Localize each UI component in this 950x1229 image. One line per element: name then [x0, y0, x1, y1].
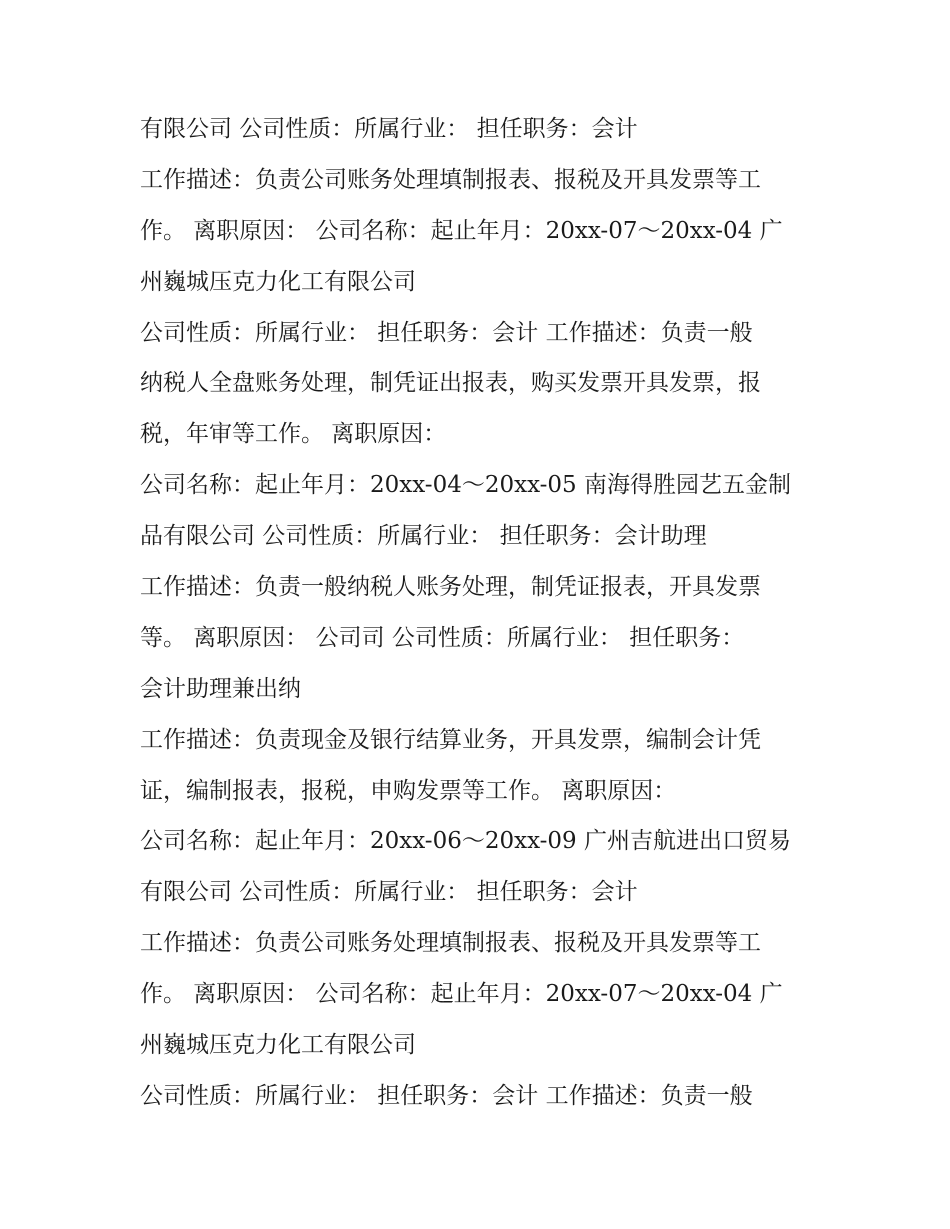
text-line-15: 公司名称：起止年月：20xx-06～20xx-09 广州吉航进出口贸易 [140, 828, 791, 855]
text-line-6: 纳税人全盘账务处理，制凭证出报表，购买发票开具发票，报 [140, 370, 761, 397]
text-line-17: 工作描述：负责公司账务处理填制报表、报税及开具发票等工 [140, 930, 761, 957]
text-line-12: 会计助理兼出纳 [140, 675, 301, 702]
text-line-19: 州巍城压克力化工有限公司 [140, 1032, 416, 1059]
text-line-20: 公司性质：所属行业： 担任职务：会计 工作描述：负责一般 [140, 1082, 753, 1109]
text-line-9: 品有限公司 公司性质：所属行业： 担任职务：会计助理 [140, 523, 707, 550]
text-line-5: 公司性质：所属行业： 担任职务：会计 工作描述：负责一般 [140, 319, 753, 346]
text-line-3: 作。 离职原因： 公司名称：起止年月：20xx-07～20xx-04 广 [140, 217, 783, 244]
text-line-13: 工作描述：负责现金及银行结算业务，开具发票，编制会计凭 [140, 726, 761, 753]
text-line-10: 工作描述：负责一般纳税人账务处理，制凭证报表，开具发票 [140, 574, 761, 601]
text-line-14: 证，编制报表，报税，申购发票等工作。 离职原因： [140, 777, 677, 804]
text-line-4: 州巍城压克力化工有限公司 [140, 268, 416, 295]
text-line-16: 有限公司 公司性质：所属行业： 担任职务：会计 [140, 879, 638, 906]
text-line-2: 工作描述：负责公司账务处理填制报表、报税及开具发票等工 [140, 166, 761, 193]
text-line-11: 等。 离职原因： 公司司 公司性质：所属行业： 担任职务： [140, 624, 745, 651]
body-text [140, 104, 820, 1122]
text-line-1: 有限公司 公司性质：所属行业： 担任职务：会计 [140, 116, 638, 142]
text-line-7: 税，年审等工作。 离职原因： [140, 421, 447, 448]
text-line-8: 公司名称：起止年月：20xx-04～20xx-05 南海得胜园艺五金制 [140, 472, 791, 499]
text-line-18: 作。 离职原因： 公司名称：起止年月：20xx-07～20xx-04 广 [140, 981, 783, 1008]
